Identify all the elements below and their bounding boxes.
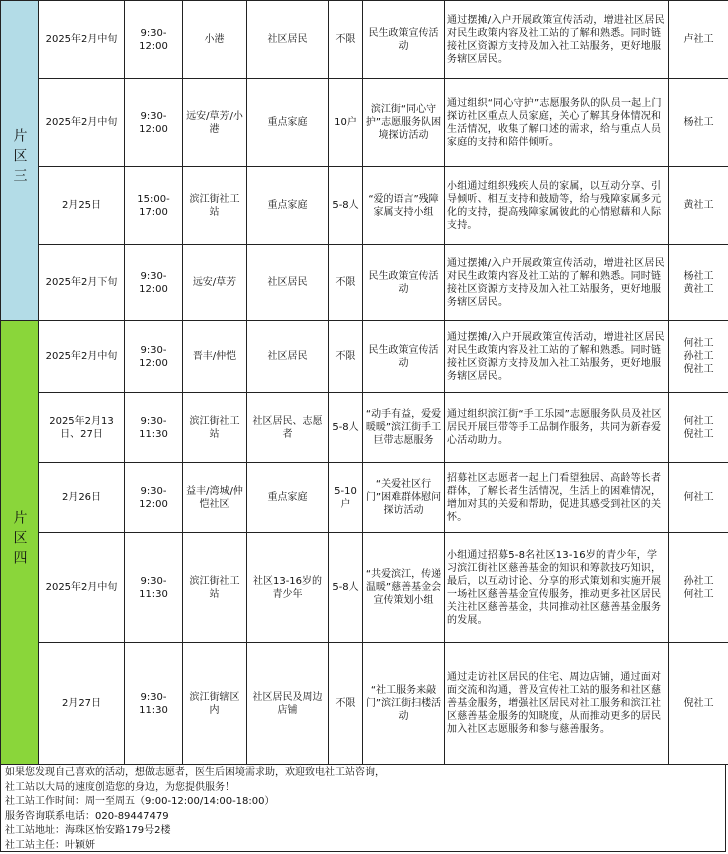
- count-cell: 10户: [329, 79, 363, 167]
- count-cell: 5-8人: [329, 167, 363, 245]
- date-cell: 2025年2月中旬: [39, 321, 125, 393]
- zone-3-cell: 片区三: [1, 1, 39, 321]
- table-row: [1, 533, 728, 643]
- description-cell: 通过组织滨江街“手工乐园”志愿服务队员及社区居民开展巨带等手工品制作服务，共同为新春爱心活动助力。: [445, 393, 669, 463]
- table-row: [1, 393, 728, 463]
- time-cell: 15:00-17:00: [125, 167, 183, 245]
- target-cell: 社区13-16岁的青少年: [247, 533, 329, 643]
- footer-working-hours: 社工站工作时间：周一至周五（9:00-12:00/14:00-18:00）: [5, 796, 275, 807]
- date-cell: 2月26日: [39, 463, 125, 533]
- footer-address: 社工站地址：海珠区怡安路179号2楼: [5, 825, 171, 836]
- target-cell: 社区居民及周边店铺: [247, 643, 329, 765]
- place-cell: 益丰/湾城/仲恺社区: [183, 463, 247, 533]
- time-cell: 9:30-11:30: [125, 393, 183, 463]
- footer-invite-text-2: 社工站以大局的速度创造您的身边，为您提供服务！: [5, 781, 235, 793]
- target-cell: 重点家庭: [247, 79, 329, 167]
- staff-cell: 孙社工 何社工: [669, 533, 728, 643]
- target-cell: 社区居民: [247, 245, 329, 321]
- description-cell: 通过摆摊/入户开展政策宣传活动，增进社区居民对民生政策内容及社工站的了解和熟悉。同时链接社区资源方支持及加入社工站服务，更好地服务辖区居民。: [445, 321, 669, 393]
- description-cell: 通过摆摊/入户开展政策宣传活动，增进社区居民对民生政策内容及社工站的了解和熟悉。同时链接社区资源方支持及加入社工站服务，更好地服务辖区居民。: [445, 1, 669, 79]
- place-cell: 远安/草芳: [183, 245, 247, 321]
- place-cell: 滨江街社工站: [183, 533, 247, 643]
- table-row: [1, 79, 728, 167]
- description-cell: 招募社区志愿者一起上门看望独居、高龄等长者群体，了解长者生活情况，生活上的困难情况，增加对其的关爱和帮助，促进其感受到社区的关怀。: [445, 463, 669, 533]
- description-cell: 小组通过组织残疾人员的家属，以互动分享、引导倾听、相互支持和鼓励等，给与残障家属多元化的支持，提高残障家属彼此的心情慰藉和人际支持。: [445, 167, 669, 245]
- staff-cell: 何社工: [669, 463, 728, 533]
- contact-footer: [0, 764, 726, 852]
- time-cell: 9:30-12:00: [125, 1, 183, 79]
- activity-cell: “共爱滨江，传递温暖”慈善基金会宣传策划小组: [363, 533, 445, 643]
- zone-4-cell: 片区四: [1, 321, 39, 765]
- time-cell: 9:30-12:00: [125, 245, 183, 321]
- table-row: [1, 1, 728, 79]
- place-cell: 远安/草芳/小港: [183, 79, 247, 167]
- date-cell: 2月27日: [39, 643, 125, 765]
- place-cell: 小港: [183, 1, 247, 79]
- target-cell: 重点家庭: [247, 463, 329, 533]
- place-cell: 晋丰/仲恺: [183, 321, 247, 393]
- activity-cell: 民生政策宣传活动: [363, 1, 445, 79]
- time-cell: 9:30-12:00: [125, 321, 183, 393]
- time-cell: 9:30-12:00: [125, 79, 183, 167]
- target-cell: 重点家庭: [247, 167, 329, 245]
- date-cell: 2025年2月中旬: [39, 1, 125, 79]
- time-cell: 9:30-12:00: [125, 463, 183, 533]
- footer-phone: 服务咨询联系电话：020-89447479: [5, 810, 169, 822]
- staff-cell: 倪社工: [669, 643, 728, 765]
- date-cell: 2025年2月中旬: [39, 533, 125, 643]
- description-cell: 小组通过招募5-8名社区13-16岁的青少年，学习滨江街社区慈善基金的知识和筹款技巧知识，最后，以互动讨论、分享的形式策划和实施开展一场社区慈善基金宣传服务，推动更多社区居民关注社区慈善基金，共同推动社区慈善基金服务的发展。: [445, 533, 669, 643]
- activity-cell: 滨江街“同心守护”志愿服务队困境探访活动: [363, 79, 445, 167]
- target-cell: 社区居民: [247, 1, 329, 79]
- activity-cell: 民生政策宣传活动: [363, 245, 445, 321]
- place-cell: 滨江街社工站: [183, 393, 247, 463]
- description-cell: 通过组织“同心守护”志愿服务队的队员一起上门探访社区重点人员家庭，关心了解其身体情况和生活情况，收集了解口述的需求，给与重点人员家庭的支持和陪伴倾听。: [445, 79, 669, 167]
- activity-cell: “爱的语言”残障家属支持小组: [363, 167, 445, 245]
- count-cell: 5-10户: [329, 463, 363, 533]
- table-row: [1, 463, 728, 533]
- count-cell: 不限: [329, 1, 363, 79]
- staff-cell: 何社工 倪社工: [669, 393, 728, 463]
- time-cell: 9:30-11:30: [125, 643, 183, 765]
- count-cell: 不限: [329, 643, 363, 765]
- staff-cell: 黄社工: [669, 167, 728, 245]
- table-row: [1, 321, 728, 393]
- target-cell: 社区居民: [247, 321, 329, 393]
- staff-cell: 何社工 孙社工 倪社工: [669, 321, 728, 393]
- description-cell: 通过走访社区居民的住宅、周边店铺，通过面对面交流和沟通，普及宣传社工站的服务和社区慈善基金服务，增强社区居民对社工服务和滨江社区慈善基金服务的知晓度，从而推动更多的居民加入社区志愿服务和参与慈善服务。: [445, 643, 669, 765]
- description-cell: 通过摆摊/入户开展政策宣传活动，增进社区居民对民生政策内容及社工站的了解和熟悉。同时链接社区资源方支持及加入社工站服务，更好地服务辖区居民。: [445, 245, 669, 321]
- staff-cell: 卢社工: [669, 1, 728, 79]
- count-cell: 不限: [329, 321, 363, 393]
- target-cell: 社区居民、志愿者: [247, 393, 329, 463]
- footer-director: 社工站主任：叶颖妍: [5, 839, 95, 851]
- activity-cell: “社工服务来敲门”滨江街扫楼活动: [363, 643, 445, 765]
- place-cell: 滨江街辖区内: [183, 643, 247, 765]
- table-row: [1, 245, 728, 321]
- count-cell: 5-8人: [329, 533, 363, 643]
- activity-cell: “动手有益，爱爱暖暖”滨江街手工巨带志愿服务: [363, 393, 445, 463]
- place-cell: 滨江街社工站: [183, 167, 247, 245]
- staff-cell: 杨社工: [669, 79, 728, 167]
- date-cell: 2025年2月下旬: [39, 245, 125, 321]
- staff-cell: 杨社工 黄社工: [669, 245, 728, 321]
- count-cell: 不限: [329, 245, 363, 321]
- table-row: [1, 643, 728, 765]
- time-cell: 9:30-11:30: [125, 533, 183, 643]
- date-cell: 2025年2月中旬: [39, 79, 125, 167]
- activity-cell: “关爱社区行门”困难群体慰问探访活动: [363, 463, 445, 533]
- date-cell: 2月25日: [39, 167, 125, 245]
- date-cell: 2025年2月13日、27日: [39, 393, 125, 463]
- footer-invite-text: 如果您发现自己喜欢的活动，想做志愿者，医生后困境需求助，欢迎致电社工站咨询，: [5, 767, 385, 778]
- activity-cell: 民生政策宣传活动: [363, 321, 445, 393]
- table-row: [1, 167, 728, 245]
- count-cell: 5-8人: [329, 393, 363, 463]
